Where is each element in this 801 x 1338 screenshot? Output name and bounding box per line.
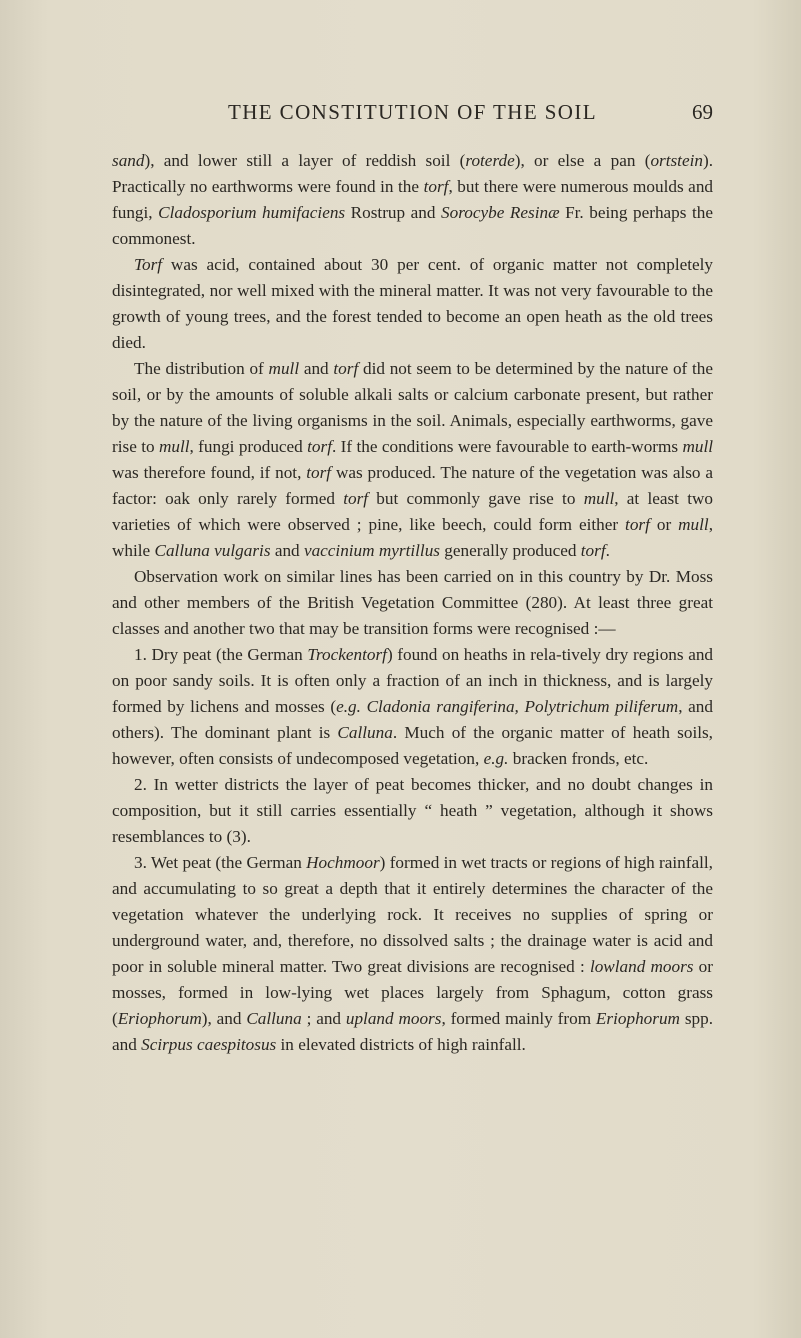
text-run: did not seem to be determined by the nature of the soil, or by the amounts of soluble alkali salts or calcium carbonate present, but rather by the nature of the living organisms in the soil. Animals, especially earthworms, gave rise to (112, 359, 713, 456)
text-run: . Much of the organic matter of heath soils, however, often consists of undecomposed vegetation, (112, 723, 713, 768)
italic-run: mull (268, 359, 300, 378)
text-run: . (605, 541, 610, 560)
italic-run: upland moors (345, 1009, 442, 1028)
text-run: ), and lower still a layer of reddish soil ( (144, 151, 466, 170)
text-run: generally produced (439, 541, 581, 560)
paragraph (112, 252, 713, 356)
italic-run: ortstein (650, 151, 703, 170)
text-run: spp. and (112, 1009, 713, 1054)
text-run: was acid, contained about 30 per cent. of organic matter not completely disintegrated, nor well mixed with the mineral matter. It was not very favourable to the growth of young trees, and the forest tended to become an open heath as the old trees died. (112, 255, 713, 352)
italic-run: Eriophorum (117, 1009, 202, 1028)
text-run: ) formed in wet tracts or regions of high rainfall, and accumulating to so great a depth that it entirely determines the character of the vegetation whatever the underlying rock. It receives no supplies of spring or underground water, and, therefore, no dissolved salts ; the drainage water is acid and poor in soluble mineral matter. Two great divisions are recognised : (112, 853, 713, 976)
italic-run: mull (583, 489, 615, 508)
italic-run: Hochmoor (306, 853, 380, 872)
italic-run: torf (580, 541, 606, 560)
italic-run: mull (158, 437, 190, 456)
text-run: bracken fronds, etc. (508, 749, 649, 768)
text-run: Observation work on similar lines has been carried on in this country by Dr. Moss and other members of the British Vegetation Committee (280). At least three great classes and another two that may be transition forms were recognised :— (112, 567, 713, 638)
text-run: in elevated districts of high rainfall. (276, 1035, 526, 1054)
text-run: ), and (201, 1009, 247, 1028)
italic-run: mull (682, 437, 714, 456)
italic-run: Trockentorf (307, 645, 387, 664)
italic-run: torf (625, 515, 650, 534)
text-run: or mosses, formed in low-lying wet places largely from Sphagum, cotton grass ( (112, 957, 714, 1028)
italic-run: Scirpus caespitosus (141, 1035, 277, 1054)
paragraph (112, 148, 713, 252)
text-run: 1. Dry peat (the German (134, 645, 308, 664)
text-run: The distribution of (134, 359, 269, 378)
italic-run: vaccinium myrtillus (303, 541, 440, 560)
italic-run: Calluna vulgaris (154, 541, 271, 560)
text-run: , formed mainly from (441, 1009, 596, 1028)
text-run: or (649, 515, 679, 534)
running-head: THE CONSTITUTION OF THE SOIL (228, 100, 597, 124)
italic-run: e.g. (483, 749, 509, 768)
text-run: 3. Wet peat (the German (134, 853, 307, 872)
text-run: , while (112, 515, 713, 560)
italic-run: Cladosporium humifaciens (158, 203, 346, 222)
text-run: , fungi produced (189, 437, 308, 456)
text-run: , but there were numerous moulds and fungi, (112, 177, 714, 222)
text-run: ). Practically no earthworms were found in the (112, 151, 713, 196)
text-run: and (270, 541, 304, 560)
paragraph (112, 772, 713, 850)
italic-run: torf (306, 463, 332, 482)
italic-run: Calluna (337, 723, 393, 742)
paragraph (112, 356, 713, 564)
text-run: . If the conditions were favourable to earth-worms (332, 437, 683, 456)
text-run: , at least two varieties of which were observed ; pine, like beech, could form either (112, 489, 713, 534)
italic-run: mull (678, 515, 709, 534)
text-run: was therefore found, if not, (112, 463, 307, 482)
text-run: Fr. being perhaps the commonest. (112, 203, 714, 248)
text-run: ), or else a pan ( (514, 151, 651, 170)
page-header (112, 100, 713, 132)
text-run: but commonly gave rise to (368, 489, 584, 508)
italic-run: torf (343, 489, 369, 508)
text-run: ; and (301, 1009, 346, 1028)
italic-run: torf (307, 437, 332, 456)
italic-run: lowland moors (589, 957, 694, 976)
italic-run: e.g. Cladonia rangiferina, Polytrichum piliferum (336, 697, 679, 716)
text-run: , and others). The dominant plant is (112, 697, 713, 742)
italic-run: roterde (465, 151, 515, 170)
paragraph (112, 642, 713, 772)
page-number: 69 (692, 100, 713, 124)
text-run: Rostrup and (345, 203, 442, 222)
italic-run: Eriophorum (595, 1009, 680, 1028)
text-run: ) found on heaths in rela-tively dry regions and on poor sandy soils. It is often only a fraction of an inch in thickness, and is largely formed by lichens and mosses ( (112, 645, 714, 716)
italic-run: sand (112, 151, 145, 170)
italic-run: torf (333, 359, 359, 378)
italic-run: Torf (134, 255, 163, 274)
italic-run: Calluna (246, 1009, 302, 1028)
paragraph (112, 564, 713, 642)
italic-run: Sorocybe Resinæ (441, 203, 560, 222)
text-run: and (299, 359, 334, 378)
italic-run: torf (423, 177, 449, 196)
text-run: was produced. The nature of the vegetation was also a factor: oak only rarely formed (112, 463, 714, 508)
text-run: 2. In wetter districts the layer of peat becomes thicker, and no doubt changes in composition, but it still carries essentially “ heath ” vegetation, although it shows resemblances to (3). (112, 775, 713, 846)
body-text (112, 148, 713, 1058)
paragraph (112, 850, 713, 1058)
